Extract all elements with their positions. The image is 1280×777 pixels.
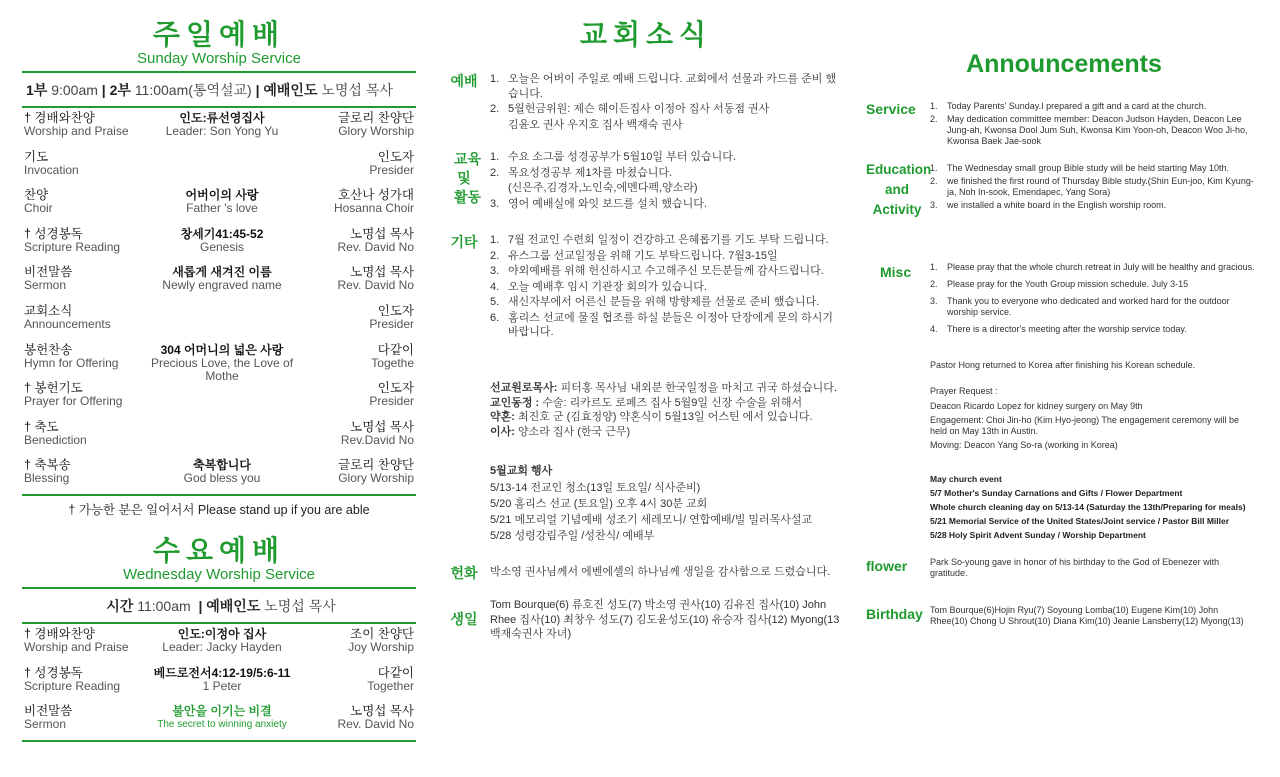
- order-leader: [304, 421, 414, 447]
- pastor-note: Pastor Hong returned to Korea after finishing his Korean schedule.: [930, 360, 1196, 370]
- list-item: [490, 150, 838, 165]
- list-item: [930, 114, 1256, 147]
- divider: [22, 740, 416, 742]
- order-row: [22, 185, 416, 224]
- list-text: 오늘 예배후 임시 기관장 회의가 있습니다.: [508, 280, 707, 293]
- time1-label: 1부: [26, 82, 48, 98]
- list-item: [490, 72, 838, 101]
- list-text: 수요 소그룹 성경공부가 5월10일 부터 있습니다.: [508, 151, 736, 163]
- order-item-en: Sermon: [24, 278, 67, 293]
- order-leader-en: Rev.David No: [340, 432, 414, 447]
- order-item-ko: † 축도: [24, 419, 59, 434]
- order-item-en: Worship and Praise: [24, 124, 129, 138]
- order-item-ko: † 성경봉독: [24, 226, 83, 241]
- list-item: [490, 233, 838, 248]
- people-text: 수술: 리카르도 로페즈 집사 5월9일 신장 수술을 위해서: [539, 396, 803, 409]
- order-leader-ko: 다같이: [377, 665, 414, 680]
- order-leader-en: Rev. David No: [337, 239, 414, 254]
- order-item: [24, 228, 154, 254]
- order-leader-ko: 노명섭 목사: [350, 704, 414, 719]
- order-row: [22, 455, 416, 494]
- list-text: 홈리스 선교에 물질 협조를 하실 분들은 이정아 단장에게 문의 하시기 바랍니다.: [508, 311, 834, 338]
- list-number: 2.: [490, 103, 500, 115]
- order-detail-ko: 축복합니다: [193, 458, 251, 473]
- order-detail-ko: 어버이의 사랑: [185, 188, 259, 203]
- order-item-ko: † 축복송: [24, 458, 71, 473]
- event-item: 5/7 Mother's Sunday Carnations and Gifts / Flower Department: [930, 488, 1183, 498]
- order-leader: [304, 305, 414, 331]
- order-item-en: Scripture Reading: [24, 678, 121, 693]
- list-text: 7월 전교인 수련회 일정이 건강하고 은혜롭기를 기도 부탁 드립니다.: [508, 234, 829, 246]
- order-leader-ko: 노명섭 목사: [350, 265, 414, 280]
- list-number: 5.: [490, 296, 500, 308]
- order-item: [24, 628, 154, 654]
- list-number: 2.: [490, 249, 500, 262]
- flower-text: 박소영 권사님께서 에벤에셀의 하나님께 생일을 감사함으로 드렸습니다.: [490, 566, 831, 578]
- order-detail: [142, 112, 302, 138]
- order-leader-ko: 인도자: [377, 303, 414, 318]
- order-item-ko: 비전말씀: [24, 704, 73, 719]
- wednesday-subtitle: Wednesday Worship Service: [122, 565, 316, 583]
- event-item: 5/21 메모리얼 기념예배 성조기 세레모니/ 연합예배/빌 밀러목사설교: [490, 513, 813, 526]
- order-detail: [142, 344, 302, 383]
- order-item: [24, 344, 154, 370]
- list-number: 1.: [930, 163, 938, 173]
- order-leader-ko: 호산나 성가대: [338, 188, 414, 203]
- order-item-en: Worship and Praise: [24, 639, 129, 654]
- section-label: Birthday: [866, 606, 923, 622]
- list-text: 목요성경공부 제1차를 마쳤습니다.: [508, 166, 673, 179]
- list-text: 새신자부에서 어른신 분들을 위해 방향제를 선물로 준비 했습니다.: [508, 296, 820, 308]
- order-leader: [304, 382, 414, 408]
- list-number: 3.: [930, 296, 938, 306]
- order-item: [24, 189, 154, 215]
- order-leader: [304, 266, 414, 292]
- people-text: 피터홍 목사님 내외분 한국일정을 마치고 귀국 하셨습니다.: [557, 382, 837, 394]
- event-item: 5/21 Memorial Service of the United States/Joint service / Pastor Bill Miller: [930, 516, 1230, 526]
- order-row: [22, 147, 416, 186]
- order-detail-ko: 인도:이정아 집사: [177, 626, 267, 641]
- list-number: 6.: [490, 311, 500, 324]
- time2-label: | 2부: [101, 82, 131, 98]
- list-text: (신은주,김경자,노인숙,에멘다펙,양소라): [508, 182, 698, 194]
- order-item-ko: 기도: [24, 149, 49, 164]
- list-number: 1.: [930, 101, 938, 111]
- order-row: [22, 624, 416, 663]
- list-text: Please pray for the Youth Group mission schedule. July 3-15: [947, 279, 1189, 289]
- order-item-ko: † 성경봉독: [24, 665, 83, 680]
- list-text: we finished the first round of Thursday Bible study.(Shin Eun-joo, Kim Kyung-ja, Noh In-sook, Emendapec, Yang Sora): [947, 176, 1254, 197]
- events-title: May church event: [930, 474, 1002, 484]
- order-leader-ko: 글로리 찬양단: [338, 458, 414, 473]
- order-leader-en: Togethe: [371, 355, 414, 370]
- people-label: 선교원로목사:: [490, 382, 558, 394]
- people-text: 최진호 군 (김효정양) 약혼식이 5월13일 어스틴 에서 있습니다.: [514, 411, 813, 423]
- order-item-ko: 교회소식: [24, 303, 73, 318]
- order-row: [22, 663, 416, 702]
- list-number: 2.: [930, 279, 938, 289]
- list-number: 3.: [490, 197, 500, 210]
- people-line: [490, 396, 850, 411]
- order-detail-en: Precious Love, the Love of Mothe: [150, 355, 294, 383]
- section-label: flower: [866, 558, 908, 574]
- order-leader-ko: 인도자: [377, 149, 414, 164]
- order-detail: [142, 705, 302, 731]
- order-detail-en: Leader: Jacky Hayden: [162, 639, 282, 654]
- order-leader: [304, 667, 414, 693]
- order-detail: [142, 459, 302, 485]
- order-detail-ko: 불안을 이기는 비결: [172, 704, 272, 719]
- order-detail: [142, 228, 302, 254]
- order-row: [22, 340, 416, 383]
- order-row: [22, 301, 416, 340]
- list-item: [490, 280, 838, 295]
- news-events-block: [490, 464, 850, 544]
- prayer-item: Engagement: Choi Jin-ho (Kim Hyo-jeong) The engagement ceremony will be held on May 13th in Austin.: [930, 415, 1239, 436]
- order-item-en: Choir: [24, 201, 53, 216]
- order-detail-en: Leader: Son Yong Yu: [165, 124, 279, 138]
- flower-text: Park So-young gave in honor of his birthday to the God of Ebenezer with gratitude.: [930, 557, 1220, 578]
- sunday-times: [22, 73, 416, 106]
- list-number: 3.: [930, 200, 938, 210]
- order-row: [22, 224, 416, 263]
- order-leader: [304, 459, 414, 485]
- sunday-subtitle: Sunday Worship Service: [137, 50, 301, 67]
- order-leader-en: Glory Worship: [338, 471, 414, 486]
- list-number: 1.: [490, 234, 500, 246]
- prayer-block: [930, 386, 1256, 451]
- people-line: [490, 410, 850, 425]
- news-edu-list: [490, 150, 838, 212]
- list-item: [930, 279, 1256, 290]
- list-number: 1.: [490, 73, 500, 85]
- time-label: 시간: [106, 597, 134, 614]
- list-text: The Wednesday small group Bible study will be held starting May 10th.: [947, 163, 1229, 173]
- order-detail: [142, 667, 302, 693]
- list-text: 김윤오 권사 우지호 집사 백재숙 권사: [508, 118, 683, 131]
- order-item: [24, 705, 154, 731]
- people-line: [490, 381, 850, 396]
- time1: 9:00am: [51, 82, 98, 98]
- list-text: There is a director's meeting after the worship service today.: [947, 324, 1187, 334]
- order-item-en: Scripture Reading: [24, 239, 121, 254]
- order-item: [24, 667, 154, 693]
- order-item-en: Invocation: [24, 162, 79, 177]
- people-label: 이사:: [490, 425, 515, 438]
- order-leader-en: Together: [367, 678, 414, 693]
- list-text: Thank you to everyone who dedicated and worked hard for the outdoor worship service.: [947, 296, 1230, 317]
- order-leader-en: Presider: [369, 162, 414, 177]
- list-item: [490, 197, 838, 212]
- section-label: 기타: [450, 234, 478, 250]
- list-text: 유스그룹 선교일정을 위해 기도 부탁드립니다. 7월3-15일: [508, 249, 778, 262]
- time2: 11:00am(통역설교): [134, 82, 252, 98]
- wednesday-times: [22, 589, 416, 622]
- birthday-text: Tom Bourque(6) 류호진 성도(7) 박소영 권사(10) 김유진 집사(10) John Rhee 집사(10) 최창우 성도(7) 김도윤성도(10) 유승자 집사(12) Myong(13 백재숙권사 자녀): [490, 599, 840, 640]
- order-leader-en: Rev. David No: [337, 717, 414, 732]
- event-item: 5/20 홈리스 선교 (토요일) 오후 4시 30분 교회: [490, 497, 708, 510]
- list-item: [490, 102, 838, 117]
- order-leader-en: Glory Worship: [338, 124, 414, 138]
- order-item: [24, 112, 154, 138]
- list-number: 1.: [490, 151, 500, 163]
- order-item-en: Sermon: [24, 717, 67, 732]
- event-item: 5/28 성령강림주일 /성찬식/ 예배부: [490, 529, 655, 542]
- order-row: [22, 262, 416, 301]
- list-item: [490, 264, 838, 279]
- order-detail-en: The secret to winning anxiety: [157, 719, 287, 731]
- sunday-title: 주일예배: [152, 18, 286, 51]
- list-text: 5월헌금위원: 제슨 헤이든집사 이정아 집사 서동점 권사: [508, 103, 770, 115]
- news-title: 교회소식: [579, 19, 713, 50]
- sunday-order-list: [22, 108, 416, 494]
- list-number: 2.: [930, 176, 938, 186]
- list-item: [930, 163, 1256, 174]
- list-number: 2.: [930, 114, 938, 124]
- order-item-en: Hymn for Offering: [24, 355, 119, 370]
- order-leader-ko: 글로리 찬양단: [338, 111, 414, 125]
- event-item: 5/13-14 전교인 청소(13일 토요일/ 식사준비): [490, 481, 701, 494]
- news-events-list: [490, 480, 850, 544]
- order-row: [22, 417, 416, 456]
- list-item: [490, 181, 838, 196]
- announcements-title: Announcements: [966, 50, 1162, 78]
- list-number: 3.: [490, 265, 500, 277]
- leader-label: | 예배인도: [198, 597, 261, 614]
- section-label: Service: [866, 101, 916, 117]
- order-leader-en: Presider: [369, 316, 414, 331]
- ann-misc-list: [930, 262, 1256, 341]
- prayer-item: Moving: Deacon Yang So-ra (working in Korea): [930, 440, 1118, 450]
- leader-label: | 예배인도: [255, 82, 318, 98]
- ann-service-list: [930, 101, 1256, 149]
- order-item-ko: 찬양: [24, 188, 49, 203]
- event-item: Whole church cleaning day on 5/13-14 (Saturday the 13th/Preparing for meals): [930, 502, 1246, 512]
- order-leader: [304, 344, 414, 370]
- order-row: [22, 108, 416, 147]
- event-item: 5/28 Holy Spirit Advent Sunday / Worship Department: [930, 530, 1146, 540]
- list-text: May dedication committee member: Deacon Judson Hayden, Deacon Lee Jung-ah, Kwonsa Dool Jum Suh, Kwonsa Kim Yoon-oh, Deacon Woo Ji-ho, Kwonsa Baek Jae-sook: [947, 114, 1248, 146]
- events-title: 5월교회 행사: [490, 465, 553, 477]
- stand-note: † 가능한 분은 일어서서 Please stand up if you are able: [68, 502, 370, 517]
- news-etc-list: [490, 233, 838, 341]
- order-item-ko: † 경배와찬양: [24, 626, 95, 641]
- section-label: Misc: [880, 264, 912, 280]
- people-line: [490, 425, 850, 440]
- order-leader: [304, 112, 414, 138]
- order-leader-ko: 노명섭 목사: [350, 226, 414, 241]
- order-leader-en: Rev. David No: [337, 278, 414, 293]
- list-item: [930, 200, 1256, 211]
- order-item-ko: 비전말씀: [24, 265, 73, 280]
- order-item-en: Prayer for Offering: [24, 394, 123, 409]
- list-text: Today Parents' Sunday.I prepared a gift and a card at the church.: [947, 101, 1207, 111]
- leader: 노명섭 목사: [264, 597, 336, 614]
- list-item: [930, 101, 1256, 112]
- order-item-en: Blessing: [24, 471, 70, 486]
- order-item-ko: † 봉헌기도: [24, 381, 83, 396]
- order-item: [24, 266, 154, 292]
- section-label: 헌화: [450, 565, 478, 581]
- ann-events-list: [930, 486, 1256, 542]
- ann-events-block: [930, 472, 1256, 542]
- order-detail-en: Father 's love: [186, 201, 258, 216]
- order-detail: [142, 266, 302, 292]
- birthday-text: Tom Bourque(6)Hojin Ryu(7) Soyoung Lomba(10) Eugene Kim(10) John Rhee(10) Chong U Shrout(10) Diana Kim(10) Jeanie Lansberry(12) Myong(13): [930, 605, 1244, 626]
- people-text: 양소라 집사 (한국 근무): [514, 425, 631, 438]
- order-item: [24, 151, 154, 177]
- list-item: [490, 118, 838, 133]
- news-people-block: [490, 381, 850, 439]
- list-number: 4.: [930, 324, 938, 334]
- order-item: [24, 459, 154, 485]
- wednesday-order-list: [22, 624, 416, 740]
- list-number: 1.: [930, 262, 938, 272]
- order-detail-ko: 베드로전서4:12-19/5:6-11: [153, 665, 291, 680]
- list-item: [490, 295, 838, 310]
- order-detail-ko: 새롭게 새겨진 이름: [172, 265, 272, 280]
- order-leader-ko: 다같이: [377, 342, 414, 357]
- order-detail-en: Genesis: [199, 239, 245, 254]
- order-item: [24, 421, 154, 447]
- order-detail-ko: 인도:류선영집사: [179, 111, 265, 125]
- section-label: Education and Activity: [866, 162, 932, 217]
- list-text: 오늘은 어버이 주일로 예배 드립니다. 교회에서 선물과 카드를 준비 했습니다.: [508, 73, 837, 100]
- order-detail-en: God bless you: [183, 471, 261, 486]
- list-text: 야외예배를 위해 헌신하시고 수고해주신 모든분들께 감사드립니다.: [508, 265, 824, 277]
- order-leader-ko: 인도자: [377, 381, 414, 396]
- list-item: [930, 296, 1256, 318]
- list-item: [490, 166, 838, 181]
- list-text: 영어 예배실에 와잇 보드를 설치 했습니다.: [508, 197, 707, 210]
- list-number: 4.: [490, 280, 500, 293]
- section-label: [446, 150, 482, 207]
- order-leader: [304, 151, 414, 177]
- order-leader-ko: 노명섭 목사: [350, 419, 414, 434]
- order-item: [24, 305, 154, 331]
- order-item-ko: † 경배와찬양: [24, 111, 95, 125]
- order-leader: [304, 705, 414, 731]
- order-detail-en: 1 Peter: [202, 678, 242, 693]
- prayer-item: Deacon Ricardo Lopez for kidney surgery on May 9th: [930, 401, 1143, 411]
- order-detail-ko: 창세기41:45-52: [180, 226, 264, 241]
- wednesday-title: 수요예배: [152, 533, 286, 567]
- order-item-ko: 봉헌찬송: [24, 342, 73, 357]
- order-detail-ko: 304 어머니의 넓은 사랑: [160, 342, 284, 357]
- edu-label-text: 교육 및 활동: [454, 151, 482, 205]
- news-worship-list: [490, 72, 838, 133]
- order-leader: [304, 228, 414, 254]
- list-text: we installed a white board in the English worship room.: [947, 200, 1167, 210]
- order-item: [24, 382, 154, 408]
- order-leader: [304, 189, 414, 215]
- ann-edu-list: [930, 163, 1256, 213]
- leader: 노명섭 목사: [321, 82, 393, 98]
- list-text: Please pray that the whole church retreat in July will be healthy and gracious.: [947, 262, 1255, 272]
- time: 11:00am: [137, 597, 191, 614]
- order-detail: [142, 628, 302, 654]
- list-number: 2.: [490, 166, 500, 179]
- order-item-en: Benediction: [24, 432, 87, 447]
- section-label: 생일: [450, 611, 478, 627]
- order-row: [22, 701, 416, 740]
- order-row: [22, 378, 416, 417]
- order-detail-en: Newly engraved name: [162, 278, 282, 293]
- prayer-title: Prayer Request :: [930, 386, 998, 396]
- people-label: 교인동정 :: [490, 396, 540, 409]
- order-leader-en: Joy Worship: [348, 639, 414, 654]
- order-item-en: Announcements: [24, 316, 111, 331]
- section-label: 예배: [450, 73, 478, 89]
- order-leader-ko: 조이 찬양단: [350, 626, 414, 641]
- list-item: [490, 311, 838, 340]
- order-leader: [304, 628, 414, 654]
- order-leader-en: Presider: [369, 394, 414, 409]
- list-item: [490, 249, 838, 264]
- list-item: [930, 324, 1256, 335]
- list-item: [930, 262, 1256, 273]
- order-detail: [142, 189, 302, 215]
- worship-order-column: [22, 0, 416, 742]
- people-label: 약혼:: [490, 411, 515, 423]
- list-item: [930, 176, 1256, 198]
- order-leader-en: Hosanna Choir: [333, 201, 414, 216]
